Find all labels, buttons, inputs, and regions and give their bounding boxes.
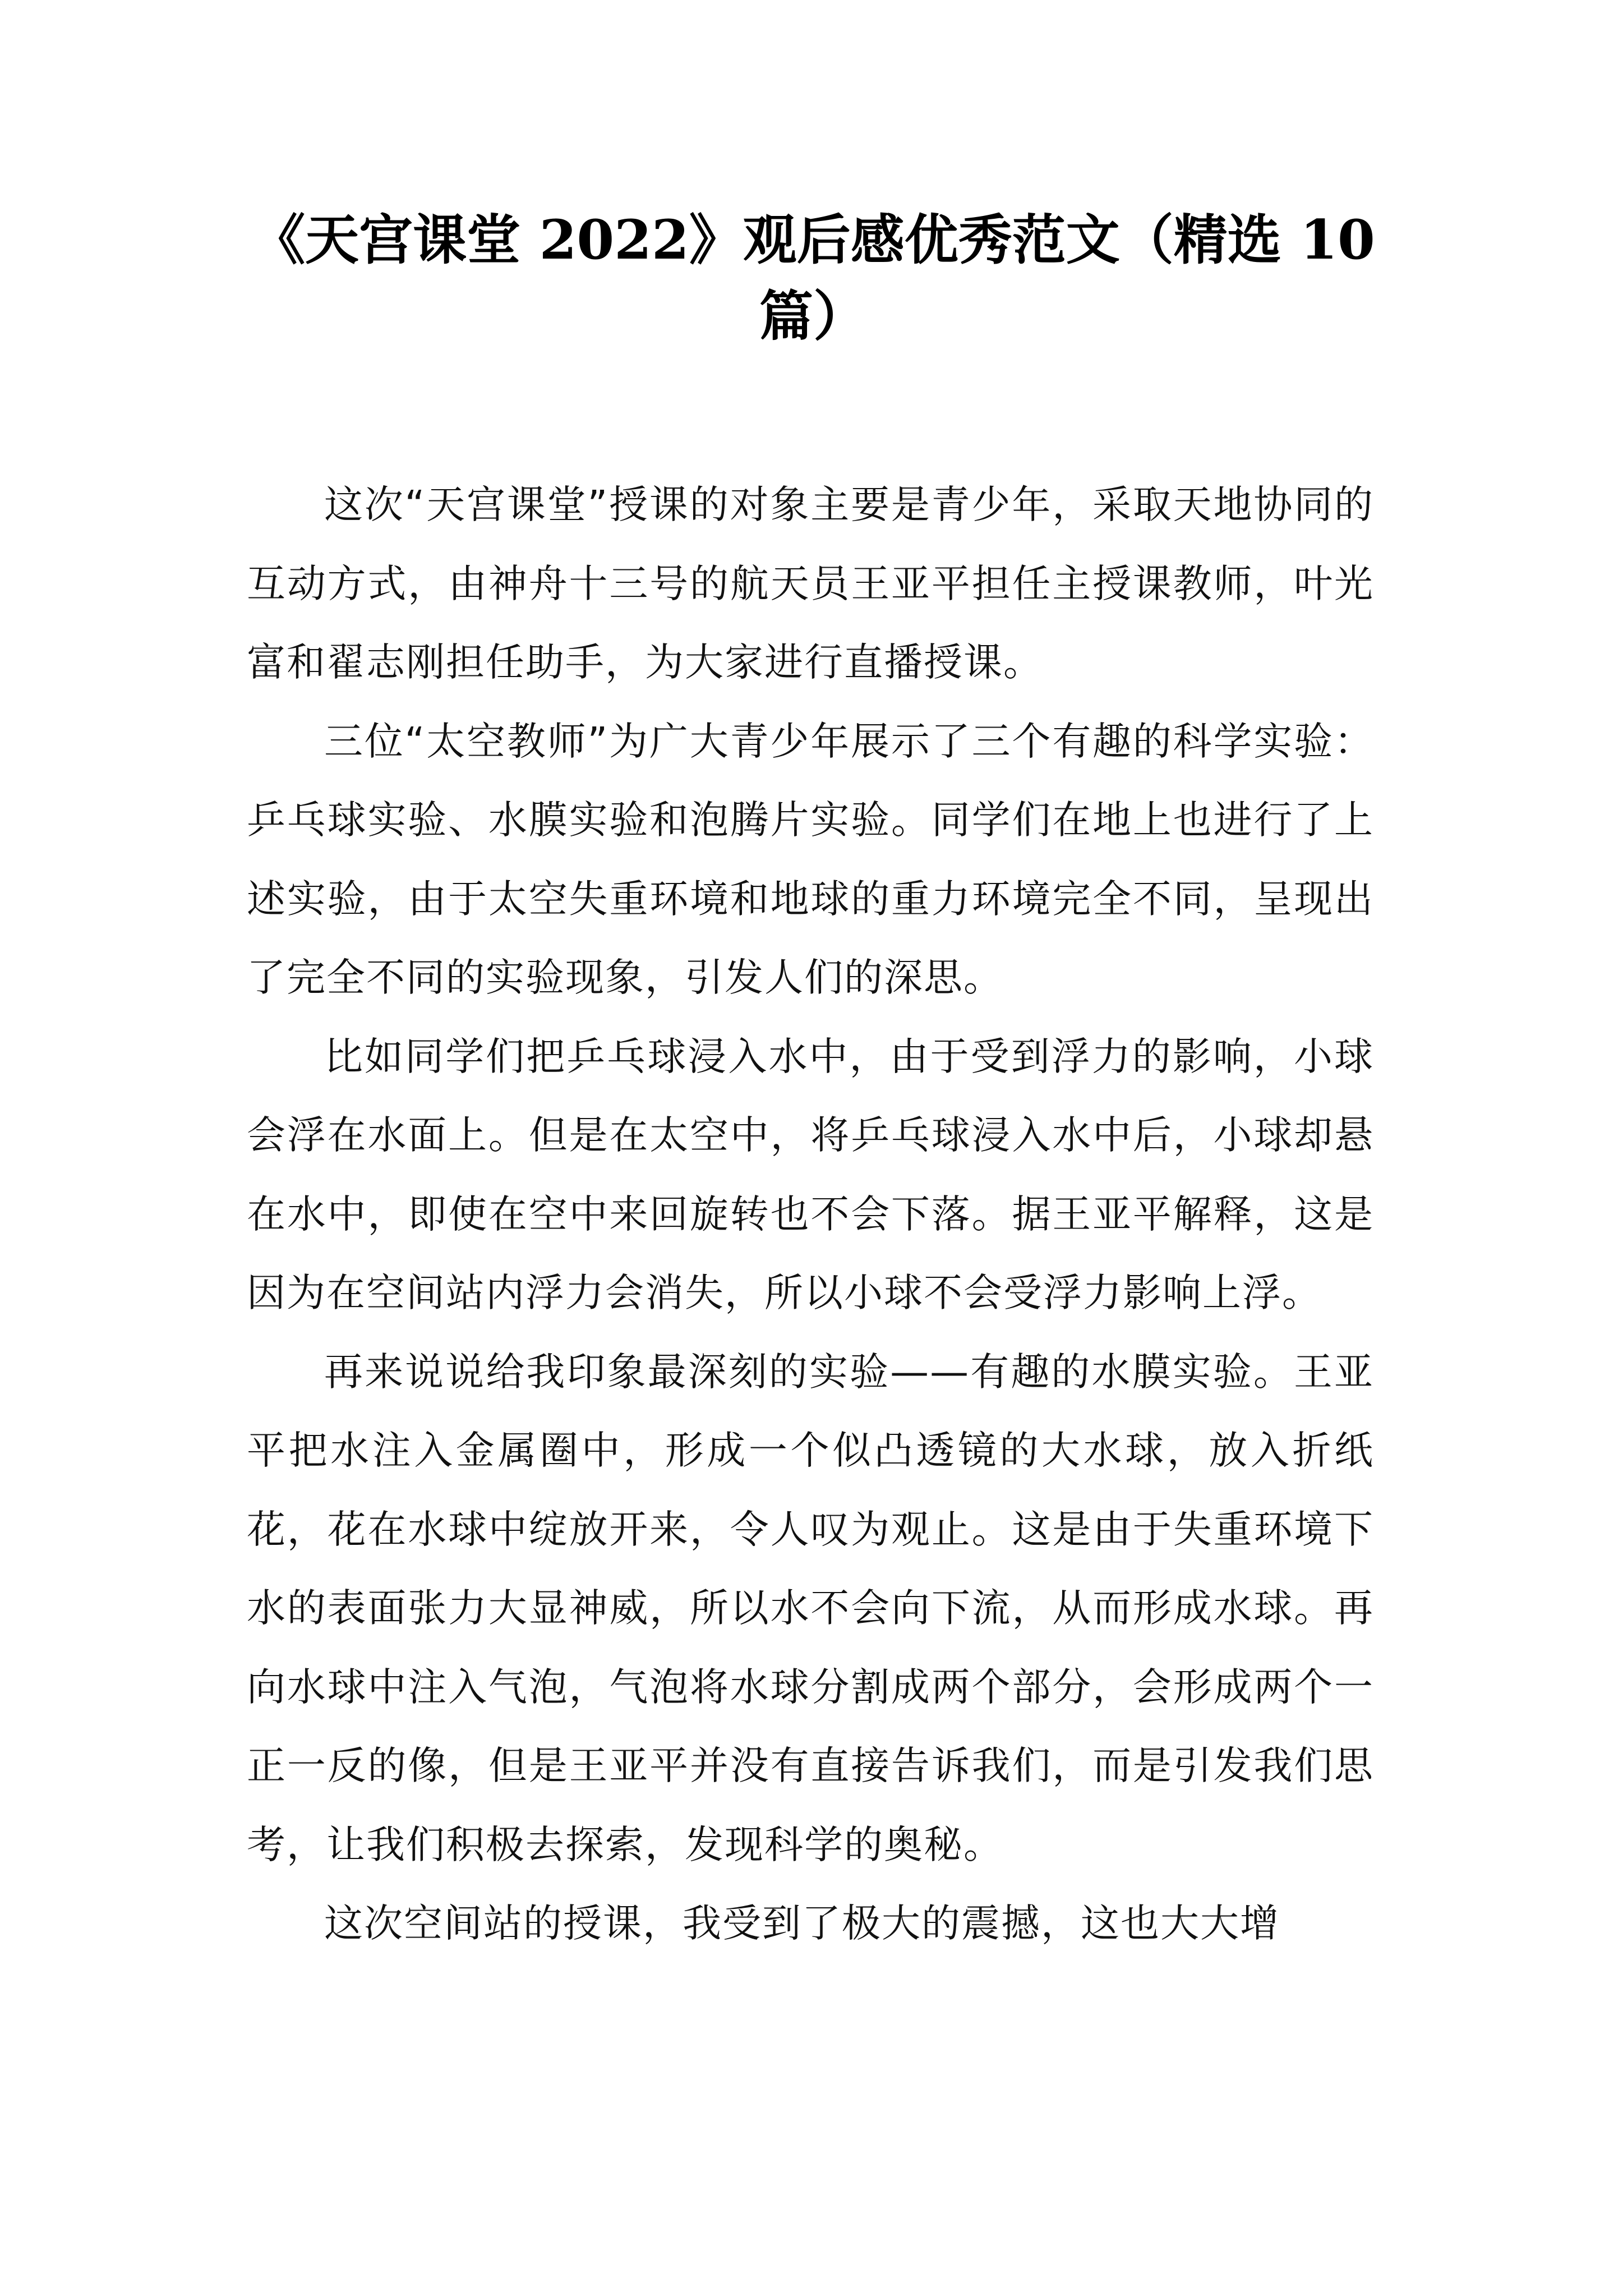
paragraph: 这次“天宫课堂”授课的对象主要是青少年，采取天地协同的互动方式，由神舟十三号的航天员王亚平担任主授课教师，叶光富和翟志刚担任助手，为大家进行直播授课。 <box>247 482 1374 685</box>
document-title: 《天宫课堂 2022》观后感优秀范文（精选 10 篇） <box>251 208 1375 348</box>
paragraph: 比如同学们把乒乓球浸入水中，由于受到浮力的影响，小球会浮在水面上。但是在太空中，将乒乓球浸入水中后，小球却悬在水中，即使在空中来回旋转也不会下落。据王亚平解释，这是因为在空间站内浮力会消失，所以小球不会受浮力影响上浮。 <box>247 1034 1374 1315</box>
paragraph: 这次空间站的授课，我受到了极大的震撼，这也大大增 <box>324 1901 1280 1946</box>
paragraph: 再来说说给我印象最深刻的实验——有趣的水膜实验。王亚平把水注入金属圈中，形成一个似凸透镜的大水球，放入折纸花，花在水球中绽放开来，令人叹为观止。这是由于失重环境下水的表面张力大显神威，所以水不会向下流，从而形成水球。再向水球中注入气泡，气泡将水球分割成两个部分，会形成两个一正一反的像，但是王亚平并没有直接告诉我们，而是引发我们思考，让我们积极去探索，发现科学的奥秘。 <box>247 1349 1374 1867</box>
paragraph: 三位“太空教师”为广大青少年展示了三个有趣的科学实验：乒乓球实验、水膜实验和泡腾片实验。同学们在地上也进行了上述实验，由于太空失重环境和地球的重力环境完全不同，呈现出了完全不同的实验现象，引发人们的深思。 <box>247 719 1374 1000</box>
document-body <box>247 466 1374 1963</box>
